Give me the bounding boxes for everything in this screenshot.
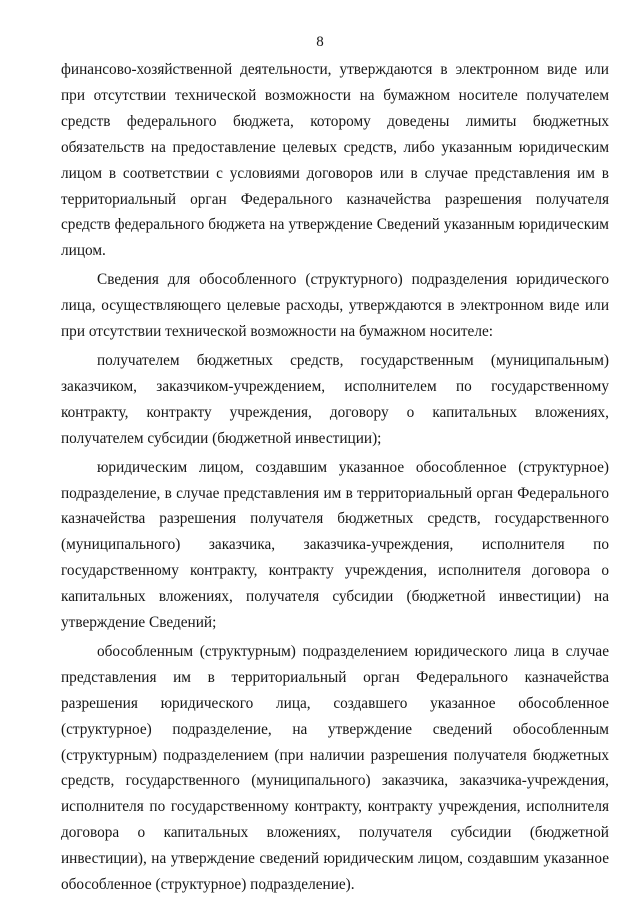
paragraph-budget-recipient: получателем бюджетных средств, государственным (муниципальным) заказчиком, заказчиком-учреждением, исполнителем по государственному контракту, контракту учреждения, договору о капитальных вложениях, получателем субсидии (бюджетной инвестиции); (61, 351, 609, 447)
paragraph-structural-subdivision: обособленным (структурным) подразделением юридического лица в случае представления им в территориальный орган Федерального казначейства разрешения юридического лица, создавшего указанное обособленное (структурное) подразделение, на утверждение сведений обособленным (структурным) подразделением (при наличии разрешения получателя бюджетных средств, государственного (муниципального) заказчика, заказчика-учреждения, исполнителя по государственному контракту, контракту учреждения, исполнителя договора о капитальных вложениях, получателя субсидии (бюджетной инвестиции), на утверждение сведений юридическим лицом, создавшим указанное обособленное (структурное) подразделение). (61, 642, 609, 894)
paragraph-legal-entity: юридическим лицом, создавшим указанное обособленное (структурное) подразделение, в случае представления им в территориальный орган Федерального казначейства разрешения получателя бюджетных средств, государственного (муниципального) заказчика, заказчика-учреждения, исполнителя по государственному контракту, контракту учреждения, исполнителя договора о капитальных вложениях, получателя субсидии (бюджетной инвестиции) на утверждение Сведений; (61, 458, 609, 632)
document-body (61, 57, 609, 898)
paragraph-continuation: финансово-хозяйственной деятельности, утверждаются в электронном виде или при отсутствии технической возможности на бумажном носителе получателем средств федерального бюджета, которому доведены лимиты бюджетных обязательств на предоставление целевых средств, либо указанным юридическим лицом в соответствии с условиями договоров или в случае представления им в территориальный орган Федерального казначейства разрешения получателя средств федерального бюджета на утверждение Сведений указанным юридическим лицом. (61, 61, 609, 260)
paragraph-structural-unit: Сведения для обособленного (структурного) подразделения юридического лица, осуществляющего целевые расходы, утверждаются в электронном виде или при отсутствии технической возможности на бумажном носителе: (61, 271, 609, 341)
page-number: 8 (316, 34, 324, 50)
